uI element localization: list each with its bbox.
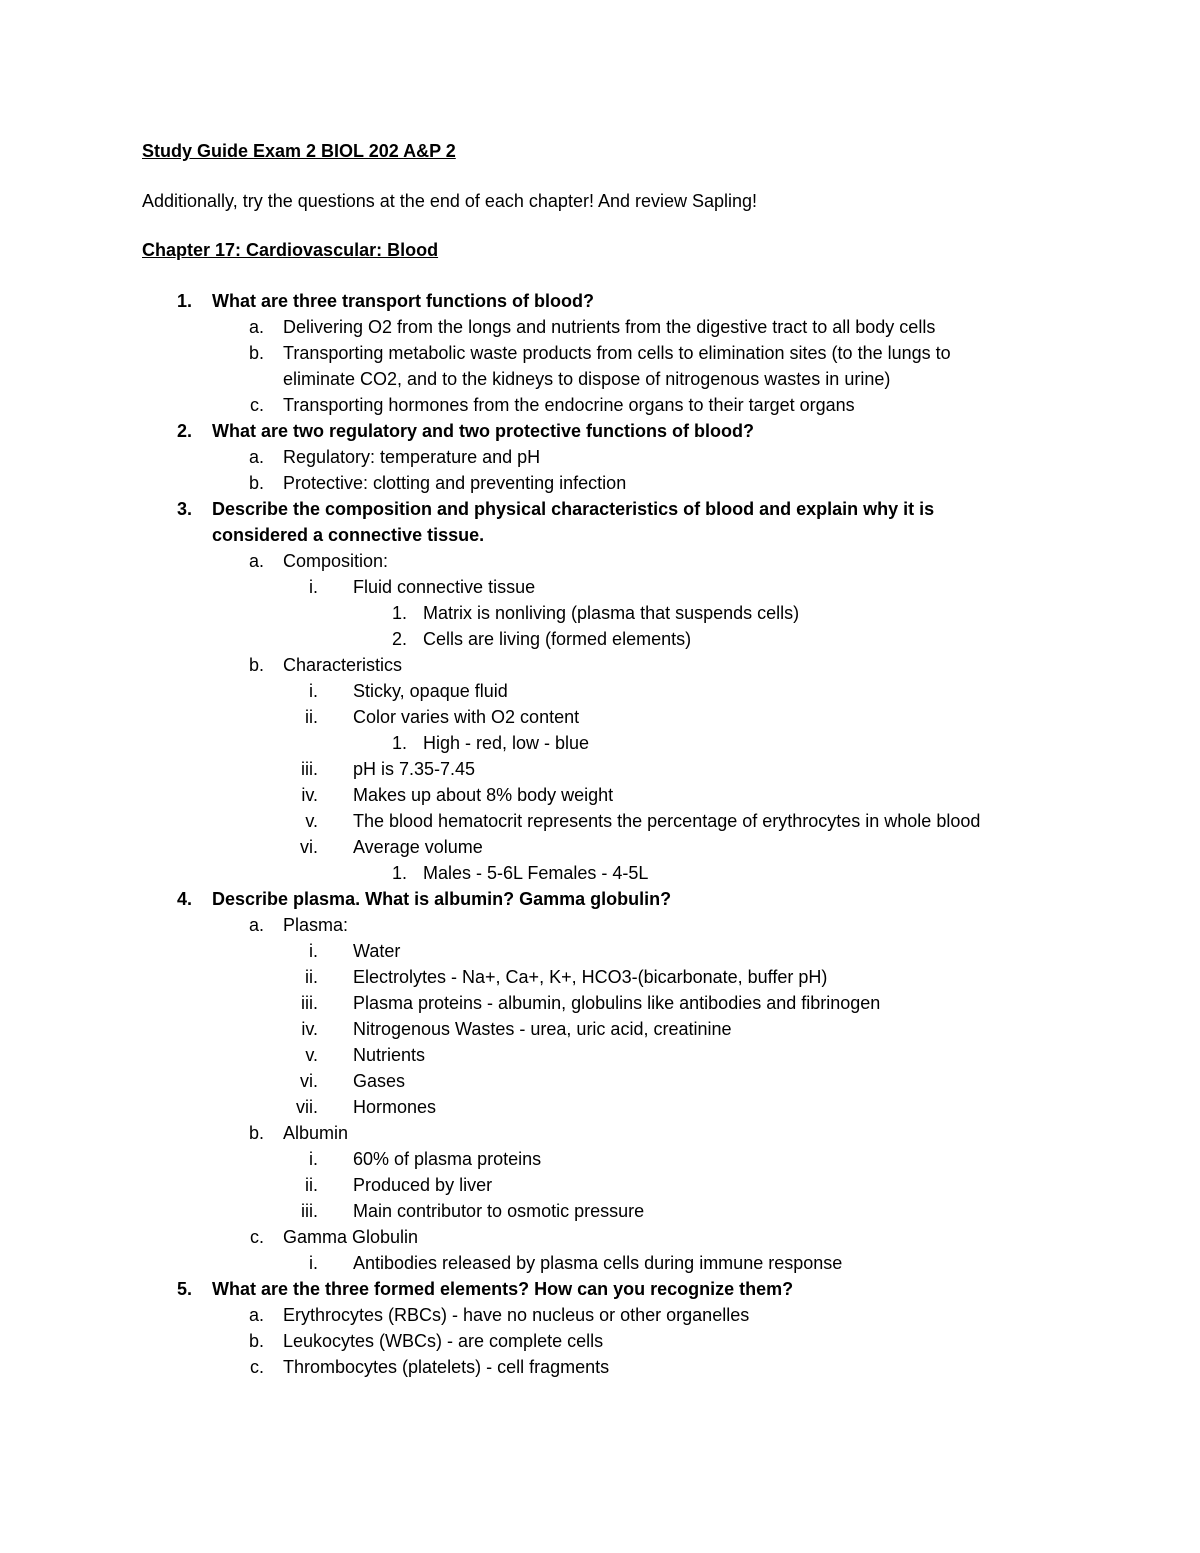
outline-item-text: Sticky, opaque fluid — [353, 681, 508, 701]
outline-item — [0, 1042, 1200, 1068]
outline-item-text: Erythrocytes (RBCs) - have no nucleus or other organelles — [283, 1305, 750, 1325]
list-marker: 2. — [391, 629, 407, 649]
outline-item — [0, 1328, 1200, 1354]
outline-item — [0, 652, 1200, 678]
outline-item-text: Composition: — [283, 551, 389, 571]
outline-item — [0, 340, 1200, 366]
outline-item-text: Matrix is nonliving (plasma that suspends cells) — [423, 603, 800, 623]
outline-item-text: Transporting hormones from the endocrine organs to their target organs — [283, 395, 855, 415]
list-marker: b. — [248, 1331, 264, 1351]
outline-item — [0, 366, 1200, 392]
list-marker: a. — [248, 447, 264, 467]
list-marker: 2. — [176, 421, 192, 441]
outline-item — [0, 912, 1200, 938]
list-marker: iii. — [301, 1201, 318, 1221]
outline-item — [0, 574, 1200, 600]
outline-item — [0, 496, 1200, 522]
outline-item-text: Thrombocytes (platelets) - cell fragments — [283, 1357, 610, 1377]
outline-item — [0, 990, 1200, 1016]
list-marker: i. — [309, 681, 318, 701]
outline-item-text: Describe the composition and physical characteristics of blood and explain why it is — [212, 499, 935, 519]
outline-item — [0, 1198, 1200, 1224]
outline-item — [0, 860, 1200, 886]
list-marker: ii. — [305, 967, 318, 987]
outline-item — [0, 808, 1200, 834]
outline-item-text: Leukocytes (WBCs) - are complete cells — [283, 1331, 604, 1351]
outline-item-text: Main contributor to osmotic pressure — [353, 1201, 645, 1221]
list-marker: i. — [309, 941, 318, 961]
list-marker: 1. — [176, 291, 192, 311]
list-marker: v. — [305, 1045, 318, 1065]
outline-item — [0, 1302, 1200, 1328]
outline-item-text: Albumin — [283, 1123, 349, 1143]
outline-item-text: Average volume — [353, 837, 483, 857]
outline-item-text: Characteristics — [283, 655, 403, 675]
list-marker: 1. — [391, 603, 407, 623]
outline-item — [0, 886, 1200, 912]
list-marker: vii. — [296, 1097, 318, 1117]
outline-item — [0, 1120, 1200, 1146]
outline-item-text: What are two regulatory and two protective functions of blood? — [212, 421, 755, 441]
outline-item-text: Nitrogenous Wastes - urea, uric acid, creatinine — [353, 1019, 732, 1039]
list-marker: a. — [248, 551, 264, 571]
outline-item-text: Color varies with O2 content — [353, 707, 580, 727]
outline-item — [0, 1146, 1200, 1172]
outline-item — [0, 392, 1200, 418]
outline-item-text: considered a connective tissue. — [212, 525, 485, 545]
outline-item-text: 60% of plasma proteins — [353, 1149, 542, 1169]
outline-item-text: Electrolytes - Na+, Ca+, K+, HCO3-(bicarbonate, buffer pH) — [353, 967, 828, 987]
outline-item — [0, 470, 1200, 496]
list-marker: iii. — [301, 993, 318, 1013]
list-marker: a. — [248, 317, 264, 337]
outline-item-text: Describe plasma. What is albumin? Gamma globulin? — [212, 889, 672, 909]
outline-item-text: Hormones — [353, 1097, 437, 1117]
outline-item-text: Gases — [353, 1071, 406, 1091]
outline-item — [0, 418, 1200, 444]
list-marker: vi. — [300, 1071, 318, 1091]
outline-item — [0, 1172, 1200, 1198]
outline-item — [0, 314, 1200, 340]
outline-item-text: Regulatory: temperature and pH — [283, 447, 541, 467]
outline-item-text: Cells are living (formed elements) — [423, 629, 692, 649]
list-marker: a. — [248, 915, 264, 935]
outline-item-text: The blood hematocrit represents the percentage of erythrocytes in whole blood — [353, 811, 981, 831]
outline-item — [0, 1224, 1200, 1250]
outline-item — [0, 548, 1200, 574]
outline-item — [0, 1094, 1200, 1120]
list-marker: b. — [248, 473, 264, 493]
list-marker: iii. — [301, 759, 318, 779]
outline-item — [0, 1354, 1200, 1380]
outline-item — [0, 1276, 1200, 1302]
list-marker: i. — [309, 1149, 318, 1169]
outline-item — [0, 704, 1200, 730]
outline-item-text: Antibodies released by plasma cells during immune response — [353, 1253, 843, 1273]
outline-list — [0, 288, 1200, 1380]
outline-item-text: Males - 5-6L Females - 4-5L — [423, 863, 649, 883]
outline-item — [0, 1250, 1200, 1276]
outline-item — [0, 782, 1200, 808]
outline-item-text: Plasma: — [283, 915, 349, 935]
outline-item — [0, 600, 1200, 626]
list-marker: ii. — [305, 707, 318, 727]
list-marker: 1. — [391, 863, 407, 883]
outline-item-text: Protective: clotting and preventing infection — [283, 473, 627, 493]
outline-item — [0, 756, 1200, 782]
list-marker: iv. — [301, 1019, 318, 1039]
outline-item-text: What are three transport functions of blood? — [212, 291, 594, 311]
outline-item — [0, 938, 1200, 964]
list-marker: b. — [248, 343, 264, 363]
list-marker: i. — [309, 1253, 318, 1273]
outline-item-text: Water — [353, 941, 401, 961]
outline-item-text: Transporting metabolic waste products from cells to elimination sites (to the lungs to — [283, 343, 951, 363]
list-marker: c. — [249, 1357, 264, 1377]
list-marker: b. — [248, 655, 264, 675]
outline-item-text: eliminate CO2, and to the kidneys to dispose of nitrogenous wastes in urine) — [283, 369, 891, 389]
outline-item-text: Produced by liver — [353, 1175, 493, 1195]
list-marker: vi. — [300, 837, 318, 857]
outline-item — [0, 288, 1200, 314]
outline-item-text: Gamma Globulin — [283, 1227, 419, 1247]
outline-item-text: Makes up about 8% body weight — [353, 785, 614, 805]
list-marker: c. — [249, 1227, 264, 1247]
list-marker: 1. — [391, 733, 407, 753]
outline-item-text: Delivering O2 from the longs and nutrients from the digestive tract to all body cells — [283, 317, 936, 337]
outline-item-text: pH is 7.35-7.45 — [353, 759, 476, 779]
outline-item — [0, 964, 1200, 990]
list-marker: 3. — [176, 499, 192, 519]
document-title: Study Guide Exam 2 BIOL 202 A&P 2 — [142, 141, 456, 161]
outline-item — [0, 522, 1200, 548]
outline-item-text: High - red, low - blue — [423, 733, 590, 753]
outline-item — [0, 626, 1200, 652]
intro-text: Additionally, try the questions at the end of each chapter! And review Sapling! — [142, 191, 758, 211]
chapter-heading: Chapter 17: Cardiovascular: Blood — [142, 240, 439, 260]
outline-item — [0, 444, 1200, 470]
list-marker: c. — [249, 395, 264, 415]
list-marker: iv. — [301, 785, 318, 805]
outline-item-text: What are the three formed elements? How can you recognize them? — [212, 1279, 794, 1299]
list-marker: b. — [248, 1123, 264, 1143]
outline-item-text: Fluid connective tissue — [353, 577, 536, 597]
outline-item — [0, 1068, 1200, 1094]
outline-item — [0, 834, 1200, 860]
outline-item — [0, 678, 1200, 704]
outline-item-text: Nutrients — [353, 1045, 426, 1065]
outline-item — [0, 730, 1200, 756]
outline-item — [0, 1016, 1200, 1042]
list-marker: 5. — [176, 1279, 192, 1299]
list-marker: a. — [248, 1305, 264, 1325]
list-marker: v. — [305, 811, 318, 831]
list-marker: ii. — [305, 1175, 318, 1195]
list-marker: 4. — [176, 889, 192, 909]
outline-item-text: Plasma proteins - albumin, globulins like antibodies and fibrinogen — [353, 993, 881, 1013]
list-marker: i. — [309, 577, 318, 597]
